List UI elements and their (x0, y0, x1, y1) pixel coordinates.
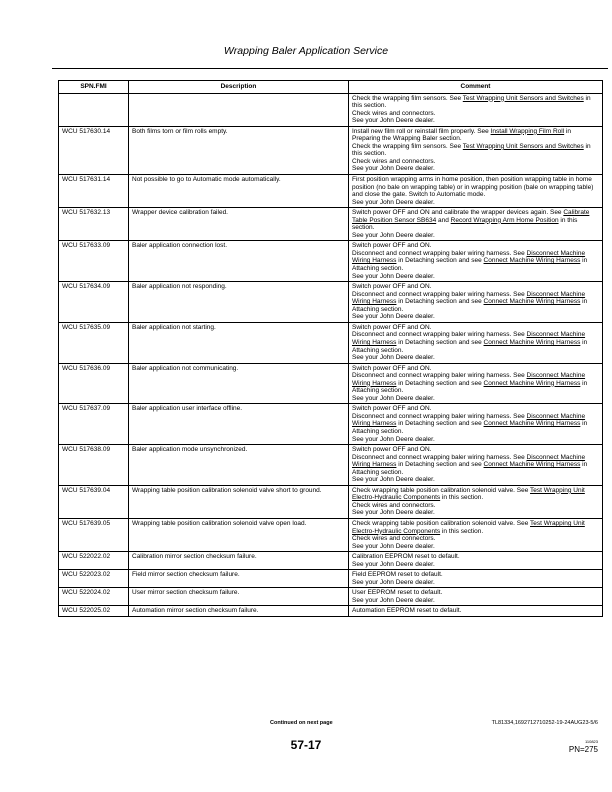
table-body (59, 93, 603, 616)
description-cell: Not possible to go to Automatic mode automatically. (129, 175, 349, 208)
cross-reference-link[interactable]: Connect Machine Wiring Harness (483, 338, 581, 346)
comment-cell (349, 241, 603, 282)
comment-text: See your John Deere dealer. (352, 313, 435, 321)
comment-text: Install new film roll or reinstall film properly. See (352, 127, 491, 135)
table-row (59, 175, 603, 208)
description-cell: Wrapping table position calibration solenoid valve short to ground. (129, 485, 349, 518)
cross-reference-link[interactable]: Record Wrapping Arm Home Position (450, 216, 559, 224)
spn-fmi-cell: WCU 522023.02 (59, 570, 129, 588)
comment-text: Calibration EEPROM reset to default. (352, 553, 460, 561)
description-cell: Baler application not starting. (129, 322, 349, 363)
description-cell: Wrapping table position calibration solenoid valve open load. (129, 518, 349, 551)
comment-text: Switch power OFF and ON. (352, 242, 432, 250)
document-code: TL81334,1692712710252-19-24AUG23-5/6 (491, 720, 598, 726)
continued-note: Continued on next page (270, 720, 333, 726)
comment-text: in this section. (352, 94, 591, 110)
table-row (59, 606, 603, 617)
cross-reference-link[interactable]: Connect Machine Wiring Harness (483, 461, 581, 469)
spn-fmi-cell: WCU 517638.09 (59, 445, 129, 486)
table-header-row (59, 81, 603, 94)
comment-text: in Detaching section and see (396, 420, 484, 428)
description-cell: Baler application user interface offline. (129, 404, 349, 445)
spn-fmi-cell: WCU 517634.09 (59, 282, 129, 323)
comment-cell (349, 485, 603, 518)
comment-text: Field EEPROM reset to default. (352, 571, 443, 579)
cross-reference-link[interactable]: Disconnect Machine Wiring Harness (352, 412, 586, 428)
description-cell: Calibration mirror section checksum failure. (129, 552, 349, 570)
pn-number: PN=275 (568, 745, 598, 754)
table-row (59, 282, 603, 323)
comment-text: See your John Deere dealer. (352, 578, 435, 586)
comment-text: Check wires and connectors. (352, 535, 436, 543)
table-row (59, 445, 603, 486)
comment-text: in Attaching section. (352, 298, 588, 313)
comment-text: See your John Deere dealer. (352, 509, 435, 517)
comment-cell (349, 126, 603, 174)
comment-cell (349, 282, 603, 323)
table-row (59, 322, 603, 363)
table-row (59, 570, 603, 588)
comment-text: Disconnect and connect wrapping baler wiring harness. See (352, 331, 527, 339)
cross-reference-link[interactable]: Test Wrapping Unit Sensors and Switches (462, 142, 584, 150)
description-cell: Automation mirror section checksum failure. (129, 606, 349, 617)
comment-text: Check the wrapping film sensors. See (352, 142, 463, 150)
comment-cell (349, 606, 603, 617)
comment-text: Switch power OFF and ON. (352, 364, 432, 372)
comment-text: Check wires and connectors. (352, 157, 436, 165)
comment-text: Check wrapping table position calibration solenoid valve. See (352, 486, 531, 494)
comment-text: See your John Deere dealer. (352, 231, 435, 239)
comment-cell (349, 552, 603, 570)
comment-text: in Attaching section. (352, 461, 588, 476)
table-row (59, 404, 603, 445)
comment-cell (349, 445, 603, 486)
comment-text: in Detaching section and see (396, 461, 484, 469)
cross-reference-link[interactable]: Disconnect Machine Wiring Harness (352, 453, 586, 469)
comment-text: See your John Deere dealer. (352, 272, 435, 280)
description-cell (129, 93, 349, 126)
table-row (59, 93, 603, 126)
comment-text: First position wrapping arms in home position, then position wrapping table in home position (no bale on wrapping table) or in wrapping position (bale on wrapping table) and close the gate. Switch to Automatic mode. (352, 176, 594, 199)
comment-text: Check wrapping table position calibration solenoid valve. See (352, 519, 531, 527)
comment-text: See your John Deere dealer. (352, 596, 435, 604)
column-header-spn: SPN.FMI (59, 81, 129, 94)
cross-reference-link[interactable]: Disconnect Machine Wiring Harness (352, 290, 586, 306)
description-cell: Baler application mode unsynchronized. (129, 445, 349, 486)
comment-text: in Attaching section. (352, 379, 588, 395)
spn-fmi-cell: WCU 517635.09 (59, 322, 129, 363)
comment-text: Check wires and connectors. (352, 501, 436, 509)
comment-text: See your John Deere dealer. (352, 354, 435, 362)
comment-text: Disconnect and connect wrapping baler wiring harness. See (352, 453, 527, 461)
table-row (59, 552, 603, 570)
comment-text: in this section. (440, 494, 484, 502)
comment-text: Switch power OFF and ON. (352, 323, 432, 331)
comment-cell (349, 363, 603, 404)
comment-cell (349, 175, 603, 208)
comment-text: and (436, 216, 451, 224)
cross-reference-link[interactable]: Test Wrapping Unit Sensors and Switches (462, 94, 584, 102)
comment-text: in Detaching section and see (396, 298, 484, 306)
comment-cell (349, 588, 603, 606)
comment-text: Switch power OFF and ON. (352, 283, 432, 291)
description-cell: User mirror section checksum failure. (129, 588, 349, 606)
spn-fmi-cell: WCU 517636.09 (59, 363, 129, 404)
comment-text: Switch power OFF and ON. (352, 446, 432, 454)
spn-fmi-cell: WCU 517633.09 (59, 241, 129, 282)
cross-reference-link[interactable]: Connect Machine Wiring Harness (483, 257, 581, 265)
comment-text: in Detaching section and see (396, 257, 484, 265)
spn-fmi-cell: WCU 517639.04 (59, 485, 129, 518)
page-header-title: Wrapping Baler Application Service (223, 45, 389, 57)
comment-cell (349, 208, 603, 241)
spn-fmi-cell: WCU 522022.02 (59, 552, 129, 570)
cross-reference-link[interactable]: Disconnect Machine Wiring Harness (352, 372, 586, 387)
spn-fmi-cell: WCU 517637.09 (59, 404, 129, 445)
table-row (59, 363, 603, 404)
comment-text: Automation EEPROM reset to default. (352, 607, 462, 615)
spn-fmi-cell (59, 93, 129, 126)
table-row (59, 588, 603, 606)
diagnostic-code-table (58, 80, 603, 617)
comment-cell (349, 93, 603, 126)
comment-text: See your John Deere dealer. (352, 198, 435, 206)
comment-text: in Detaching section and see (396, 379, 484, 387)
spn-fmi-cell: WCU 522025.02 (59, 606, 129, 617)
comment-cell (349, 404, 603, 445)
spn-fmi-cell: WCU 517631.14 (59, 175, 129, 208)
revision-code: 110823 (584, 739, 598, 744)
comment-text: Disconnect and connect wrapping baler wiring harness. See (352, 372, 527, 380)
comment-text: in Preparing the Wrapping Baler section. (352, 127, 572, 143)
comment-text: See your John Deere dealer. (352, 165, 435, 173)
comment-text: in Detaching section and see (396, 338, 484, 346)
cross-reference-link[interactable]: Install Wrapping Film Roll (490, 127, 565, 135)
spn-fmi-cell: WCU 517630.14 (59, 126, 129, 174)
comment-text: in Attaching section. (352, 257, 588, 273)
description-cell: Baler application not communicating. (129, 363, 349, 404)
comment-cell (349, 322, 603, 363)
description-cell: Baler application not responding. (129, 282, 349, 323)
comment-text: See your John Deere dealer. (352, 394, 435, 402)
description-cell: Both films torn or film rolls empty. (129, 126, 349, 174)
comment-text: in this section. (352, 216, 578, 232)
table-row (59, 518, 603, 551)
table-row (59, 241, 603, 282)
spn-fmi-cell: WCU 522024.02 (59, 588, 129, 606)
description-cell: Wrapper device calibration failed. (129, 208, 349, 241)
page-number: 57-17 (290, 738, 322, 752)
comment-text: User EEPROM reset to default. (352, 589, 443, 597)
comment-cell (349, 570, 603, 588)
column-header-description: Description (129, 81, 349, 94)
comment-text: See your John Deere dealer. (352, 435, 435, 443)
comment-text: in this section. (352, 142, 591, 158)
description-cell: Baler application connection lost. (129, 241, 349, 282)
cross-reference-link[interactable]: Connect Machine Wiring Harness (483, 298, 581, 306)
cross-reference-link[interactable]: Connect Machine Wiring Harness (483, 379, 581, 387)
cross-reference-link[interactable]: Disconnect Machine Wiring Harness (352, 249, 586, 265)
cross-reference-link[interactable]: Calibrate Table Position Sensor SB634 (352, 209, 590, 224)
comment-cell (349, 518, 603, 551)
description-cell: Field mirror section checksum failure. (129, 570, 349, 588)
comment-text: Disconnect and connect wrapping baler wiring harness. See (352, 412, 527, 420)
comment-text: Switch power OFF and ON. (352, 405, 432, 413)
cross-reference-link[interactable]: Connect Machine Wiring Harness (483, 420, 581, 428)
comment-text: See your John Deere dealer. (352, 560, 435, 568)
spn-fmi-cell: WCU 517632.13 (59, 208, 129, 241)
table-row (59, 208, 603, 241)
comment-text: in Attaching section. (352, 338, 588, 354)
column-header-comment: Comment (349, 81, 603, 94)
comment-text: Check wires and connectors. (352, 109, 436, 117)
comment-text: in Attaching section. (352, 420, 588, 435)
table-row (59, 126, 603, 174)
comment-text: Switch power OFF and ON and calibrate the wrapper devices again. See (352, 209, 564, 217)
comment-text: Disconnect and connect wrapping baler wiring harness. See (352, 249, 527, 257)
comment-text: See your John Deere dealer. (352, 117, 435, 125)
cross-reference-link[interactable]: Test Wrapping Unit Electro-Hydraulic Components (352, 486, 585, 502)
table-row (59, 485, 603, 518)
cross-reference-link[interactable]: Test Wrapping Unit Electro-Hydraulic Components (352, 519, 585, 535)
comment-text: in this section. (440, 527, 484, 535)
comment-text: See your John Deere dealer. (352, 476, 435, 484)
cross-reference-link[interactable]: Disconnect Machine Wiring Harness (352, 331, 586, 346)
spn-fmi-cell: WCU 517639.05 (59, 518, 129, 551)
comment-text: Disconnect and connect wrapping baler wiring harness. See (352, 290, 527, 298)
comment-text: Check the wrapping film sensors. See (352, 94, 463, 102)
comment-text: See your John Deere dealer. (352, 542, 435, 550)
